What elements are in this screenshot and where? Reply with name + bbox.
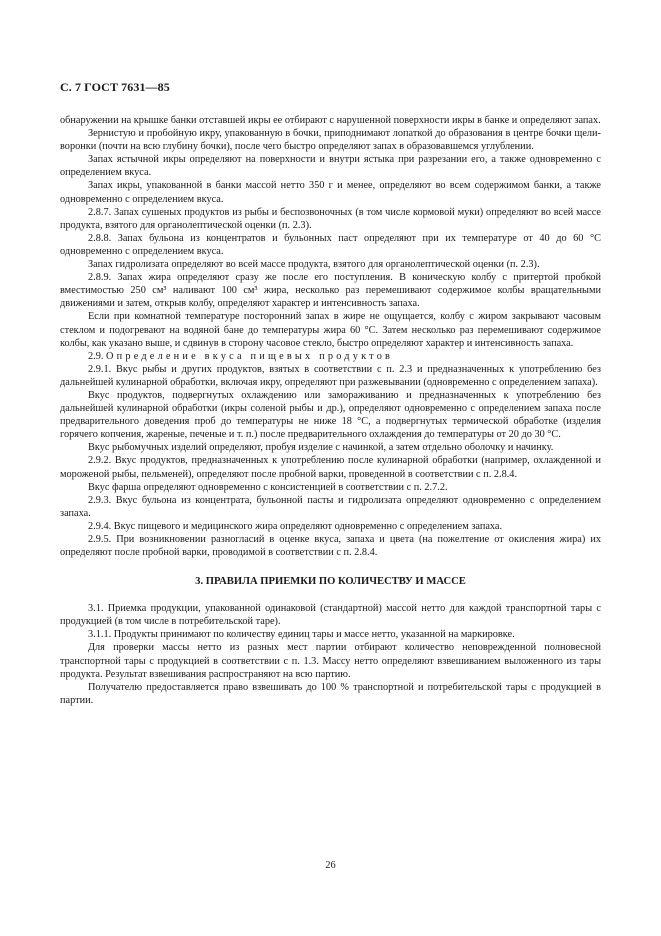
paragraph: Запах икры, упакованной в банки массой нетто 350 г и менее, определяют во всем содержимом банки, а также одновременно с определением вкуса. bbox=[60, 180, 601, 205]
paragraph: Вкус продуктов, подвергнутых охлаждению или замораживанию и предназначенных к употреблению без дальнейшей кулинарной обработки (икры соленой рыбы и др.), определяют одновременно с определением запаха после предварительного доведения проб до температуры не ниже 18 °С, а подвергнутых термической обработке (изделия горячего копчения, жареные, печеные и т. п.) после предварительного охлаждения до температуры от 20 до 30 °С. bbox=[60, 389, 601, 441]
paragraph: 2.9.2. Вкус продуктов, предназначенных к употреблению после кулинарной обработки (например, охлажденной и мороженой рыбы, пельменей), определяют после пробной варки, проведенной в соответствии с п. 2.8.4. bbox=[60, 455, 601, 480]
paragraph: 2.8.8. Запах бульона из концентратов и бульонных паст определяют при их температуре от 40 до 60 °С одновременно с определением вкуса. bbox=[60, 232, 601, 257]
page-header: С. 7 ГОСТ 7631—85 bbox=[60, 80, 170, 94]
paragraph: 2.8.7. Запах сушеных продуктов из рыбы и беспозвоночных (в том числе кормовой муки) определяют во всей массе продукта, взятого для органолептической оценки (п. 2.3). bbox=[60, 206, 601, 231]
subheading-text: Определение вкуса пищевых продуктов bbox=[106, 350, 394, 362]
section-3-title: 3. ПРАВИЛА ПРИЕМКИ ПО КОЛИЧЕСТВУ И МАССЕ bbox=[195, 576, 466, 588]
paragraph: Для проверки массы нетто из разных мест партии отбирают количество неповрежденной полновесной транспортной тары с продукцией в соответствии с п. 1.3. Массу нетто определяют взвешиванием выложенного из тары продукта. Результат взвешивания распространяют на всю партию. bbox=[60, 642, 601, 680]
section-3-text bbox=[60, 602, 601, 707]
paragraph: Запах ястычной икры определяют на поверхности и внутри ястыка при разрезании его, а также одновременно с определением вкуса. bbox=[60, 154, 601, 179]
document-body bbox=[60, 114, 601, 707]
paragraph: 3.1. Приемка продукции, упакованной одинаковой (стандартной) массой нетто для каждой транспортной тары с продукцией (в том числе в потребительской таре). bbox=[60, 603, 601, 628]
paragraph: 3.1.1. Продукты принимают по количеству единиц тары и массе нетто, указанной на маркировке. bbox=[88, 629, 515, 641]
paragraph: Получателю предоставляется право взвешивать до 100 % транспортной и потребительской тары с продукцией в партии. bbox=[60, 681, 601, 706]
document-page bbox=[60, 80, 601, 707]
paragraph: 2.9.3. Вкус бульона из концентрата, бульонной пасты и гидролизата определяют одновременно с определением запаха. bbox=[60, 494, 601, 519]
paragraph: 2.9.1. Вкус рыбы и других продуктов, взятых в соответствии с п. 2.3 и предназначенных к употреблению без дальнейшей кулинарной обработки, включая икру, определяют при разжевывании (одновременно с определением запаха). bbox=[60, 363, 601, 388]
section-2-8-text bbox=[60, 114, 601, 350]
paragraph: Вкус фарша определяют одновременно с консистенцией в соответствии с п. 2.7.2. bbox=[88, 481, 448, 493]
paragraph: обнаружении на крышке банки отставшей икры ее отбирают с нарушенной поверхности икры в банке и определяют запах. bbox=[60, 115, 601, 126]
page-number: 26 bbox=[325, 860, 336, 871]
paragraph: Если при комнатной температуре посторонний запах в жире не ощущается, колбу с жиром закрывают часовым стеклом и подогревают на водяной бане до температуры жира 60 °С. Затем несколько раз перемешивают содержимое колбы, как указано выше, и сдвинув в сторону часовое стекло, быстро определяют характер и интенсивность запаха. bbox=[60, 311, 601, 349]
subheading-number: 2.9. bbox=[88, 350, 104, 362]
paragraph: Зернистую и пробойную икру, упакованную в бочки, приподнимают лопаткой до образования в центре бочки щели-воронки (почти на всю глубину бочки), после чего быстро определяют запах в образовавшемся углублении. bbox=[60, 128, 601, 153]
paragraph: Запах гидролизата определяют во всей массе продукта, взятого для органолептической оценки (п. 2.3). bbox=[88, 259, 540, 271]
paragraph: 2.9.4. Вкус пищевого и медицинского жира определяют одновременно с определением запаха. bbox=[88, 520, 503, 532]
paragraph: 2.9.5. При возникновении разногласий в оценке вкуса, запаха и цвета (на пожелтение от окисления жира) их определяют после пробной варки, проводимой в соответствии с п. 2.8.4. bbox=[60, 534, 601, 559]
paragraph: 2.8.9. Запах жира определяют сразу же после его поступления. В коническую колбу с притертой пробкой вместимостью 250 см³ наливают 100 см³ жира, несколько раз перемешивают содержимое колбы вращательными движениями и затем, открыв колбу, определяют характер и интенсивность запаха. bbox=[60, 272, 601, 310]
section-2-9-text bbox=[60, 363, 601, 559]
paragraph: Вкус рыбомучных изделий определяют, пробуя изделие с начинкой, а затем отдельно оболочку и начинку. bbox=[88, 442, 554, 454]
spaced-subheading bbox=[60, 350, 601, 363]
